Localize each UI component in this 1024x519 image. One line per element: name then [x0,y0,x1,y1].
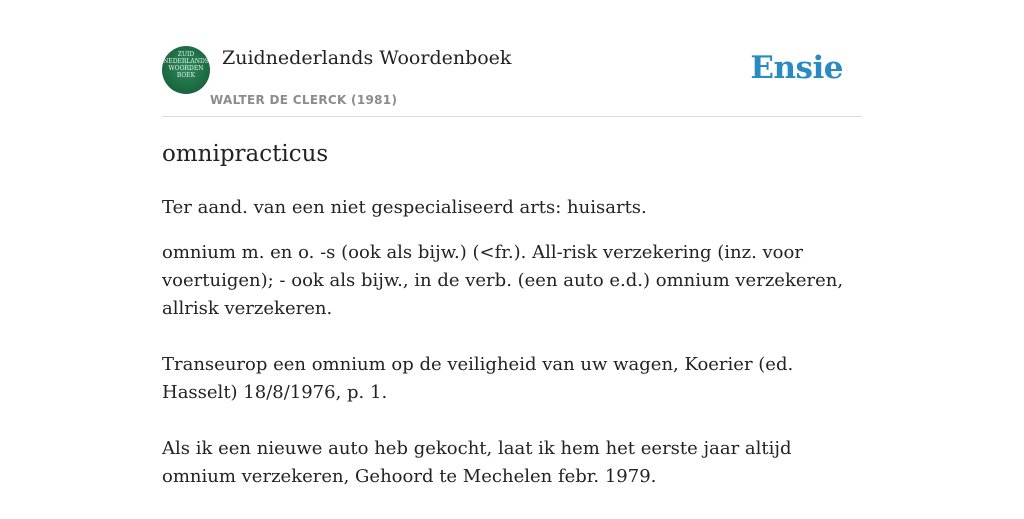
citation-paragraph: Transeurop een omnium op de veiligheid van uw wagen, Koerier (ed. Hasselt) 18/8/1976, p. 1. [162,354,794,403]
entry-body [162,239,862,519]
ensie-logo[interactable]: Ensie [750,50,843,86]
logo-text: ZUID NEDERLANDS WOORDEN BOEK [163,51,209,79]
dictionary-logo[interactable] [162,46,210,94]
dictionary-header [162,46,862,117]
citation-paragraph: Als ik een nieuwe auto heb gekocht, laat ik hem het eerste jaar altijd omnium verzekeren, Gehoord te Mechelen febr. 1979. [162,438,792,487]
entry-paragraph: omnium m. en o. -s (ook als bijw.) (<fr.). All-risk verzekering (inz. voor voertuigen); - ook als bijw., in de verb. (een auto e.d.) omnium verzekeren, allrisk verzekeren. [162,242,844,319]
dictionary-author: WALTER DE CLERCK (1981) [210,93,398,107]
dictionary-title[interactable]: Zuidnederlands Woordenboek [222,47,512,69]
definition: Ter aand. van een niet gespecialiseerd arts: huisarts. [162,197,647,218]
entry-card [162,0,862,512]
headword: omnipracticus [162,141,329,167]
